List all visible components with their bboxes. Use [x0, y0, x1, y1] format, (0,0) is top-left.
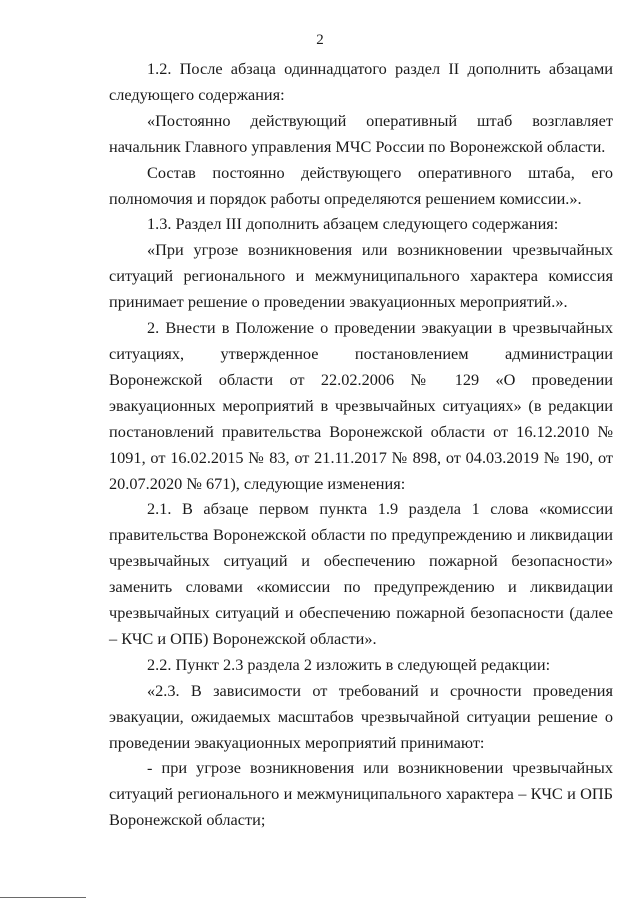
paragraph-2-2: 2.2. Пункт 2.3 раздела 2 изложить в следующей редакции:	[147, 654, 551, 674]
paragraph-list-item: - при угрозе возникновения или возникновении чрезвычайных ситуаций регионального и межмуниципального характера – КЧС и ОПБ Воронежской области;	[109, 758, 613, 830]
paragraph-2: 2. Внести в Положение о проведении эвакуации в чрезвычайных ситуациях, утвержденное постановлением администрации Воронежской области от 22.02.2006 № 129 «О проведении эвакуационных мероприятий в чрезвычайных ситуациях» (в редакции постановлений правительства Воронежской области от 16.12.2010 № 1091, от 16.02.2015 № 83, от 21.11.2017 № 898, от 04.03.2019 № 190, от 20.07.2020 № 671), следующие изменения:	[109, 318, 613, 493]
paragraph-quote-staff: Состав постоянно действующего оперативного штаба, его полномочия и порядок работы определяются решением комиссии.».	[109, 162, 613, 208]
paragraph-quote-evacuation-decision: «При угрозе возникновения или возникновении чрезвычайных ситуаций регионального и межмуниципального характера комиссия принимает решение о проведении эвакуационных мероприятий.».	[109, 240, 613, 312]
document-body	[109, 56, 613, 833]
paragraph-2-1: 2.1. В абзаце первом пункта 1.9 раздела 1 слова «комиссии правительства Воронежской области по предупреждению и ликвидации чрезвычайных ситуаций и обеспечению пожарной безопасности» заменить словами «комиссии по предупреждению и ликвидации чрезвычайных ситуаций и обеспечению пожарной безопасности (далее – КЧС и ОПБ) Воронежской области».	[109, 499, 613, 648]
paragraph-quote-2-3: «2.3. В зависимости от требований и срочности проведения эвакуации, ожидаемых масштабов чрезвычайной ситуации решение о проведении эвакуационных мероприятий принимают:	[109, 680, 613, 752]
paragraph-1-3: 1.3. Раздел III дополнить абзацем следующего содержания:	[147, 214, 559, 234]
footer-rule	[0, 897, 86, 898]
paragraph-1-2: 1.2. После абзаца одиннадцатого раздел II дополнить абзацами следующего содержания:	[109, 59, 613, 104]
paragraph-quote-chief: «Постоянно действующий оперативный штаб возглавляет начальник Главного управления МЧС России по Воронежской области.	[109, 110, 613, 156]
page-number: 2	[316, 32, 324, 48]
